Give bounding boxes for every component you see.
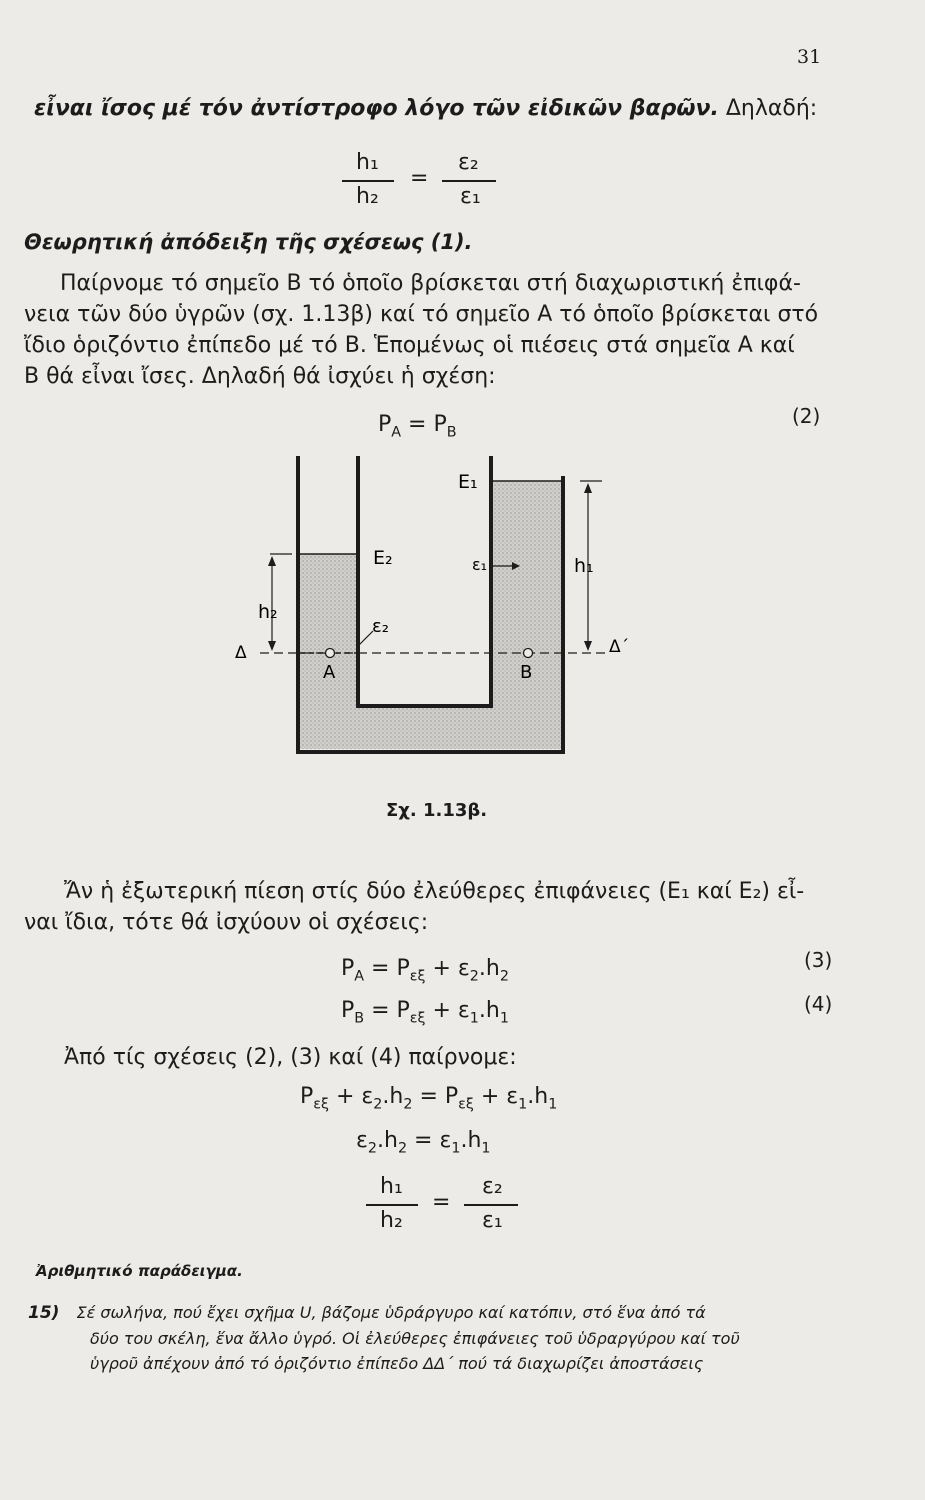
inner-divider — [360, 478, 489, 706]
equation-2-number: (2) — [792, 404, 821, 428]
figure-caption: Σχ. 1.13β. — [386, 800, 488, 821]
label-h1: h₁ — [574, 555, 594, 577]
ratio-bottom-num-left: h₁ — [380, 1174, 403, 1199]
fraction-bar — [366, 1204, 418, 1206]
label-eps1: ε₁ — [472, 555, 488, 574]
label-eps2: ε₂ — [372, 616, 389, 637]
liquid-1-bottom — [360, 706, 489, 749]
label-delta-left: Δ — [235, 643, 247, 663]
intro-italic: εἶναι ἴσος μέ τόν ἀντίστροφο λόγο τῶν εἰδικῶν βαρῶν. — [34, 96, 719, 121]
ratio-bottom-den-left: h₂ — [380, 1208, 403, 1233]
page-number: 31 — [797, 46, 822, 68]
label-h2: h₂ — [258, 601, 278, 623]
equation-4-number: (4) — [804, 992, 833, 1016]
fraction-bar — [342, 180, 394, 182]
label-E1: E₁ — [458, 471, 478, 493]
paragraph-line: ἴδιο ὁριζόντιο ἐπίπεδο μέ τό Β. Ἑπομένως οἱ πιέσεις στά σημεῖα Α καί — [24, 333, 795, 358]
equation-6: $\varepsilon_2.h_2 = \varepsilon_1.h_1$ — [356, 1128, 491, 1157]
equation-3-number: (3) — [804, 948, 833, 972]
ratio-top-num-right: ε₂ — [458, 150, 479, 175]
problem-15 — [28, 1300, 740, 1376]
fraction-bar — [442, 180, 496, 182]
label-delta-right: Δ΄ — [609, 637, 630, 657]
problem-line: Σέ σωλήνα, πού ἔχει σχῆμα U, βάζομε ὑδράργυρο καί κατόπιν, στό ἕνα ἀπό τά — [76, 1303, 706, 1322]
example-title: Ἀριθμητικό παράδειγμα. — [36, 1262, 243, 1280]
paragraph-line: Ἄν ἡ ἐξωτερική πίεση στίς δύο ἐλεύθερες ἐπιφάνειες (E₁ καί E₂) εἶ- — [64, 879, 805, 904]
equation-5: $P_{\varepsilon\xi} + \varepsilon_2.h_2 = P_{\varepsilon\xi} + \varepsilon_1.h_1$ — [300, 1084, 558, 1113]
liquid-1-right-arm — [489, 481, 561, 749]
label-A: A — [323, 662, 336, 683]
paragraph-line: Παίρνομε τό σημεῖο Β τό ὁποῖο βρίσκεται στή διαχωριστική ἐπιφά- — [60, 271, 801, 296]
ratio-top-den-left: h₂ — [356, 184, 379, 209]
ratio-top-den-right: ε₁ — [460, 184, 481, 209]
equals-sign: = — [410, 166, 429, 191]
fraction-bar — [464, 1204, 518, 1206]
label-B: B — [520, 662, 533, 683]
intro-line — [34, 96, 817, 121]
equation-3: $P_A = P_{\varepsilon\xi} + \varepsilon_2.h_2$ — [341, 956, 509, 985]
point-A — [326, 649, 335, 658]
equals-sign: = — [432, 1190, 451, 1215]
equation-2: $P_A = P_B$ — [378, 412, 457, 441]
paragraph-2 — [24, 876, 804, 938]
u-tube-figure — [230, 448, 650, 778]
equation-4: $P_B = P_{\varepsilon\xi} + \varepsilon_1.h_1$ — [341, 998, 509, 1027]
liquid-2-column — [300, 554, 360, 653]
paragraph-line: ναι ἴδια, τότε θά ἰσχύουν οἱ σχέσεις: — [24, 910, 429, 935]
problem-number: 15) — [28, 1303, 60, 1323]
ratio-bottom-num-right: ε₂ — [482, 1174, 503, 1199]
point-B — [524, 649, 533, 658]
label-E2: E₂ — [373, 547, 393, 569]
problem-line: ὑγροῦ ἀπέχουν ἀπό τό ὁριζόντιο ἐπίπεδο ΔΔ΄ πού τά διαχωρίζει ἀποστάσεις — [90, 1354, 704, 1373]
paragraph-1 — [24, 268, 818, 392]
from-relations-text: Ἀπό τίς σχέσεις (2), (3) καί (4) παίρνομε: — [64, 1045, 517, 1070]
paragraph-line: νεια τῶν δύο ὑγρῶν (σχ. 1.13β) καί τό σημεῖο Α τό ὁποῖο βρίσκεται στό — [24, 302, 819, 327]
ratio-bottom-den-right: ε₁ — [482, 1208, 503, 1233]
section-heading: Θεωρητική ἀπόδειξη τῆς σχέσεως (1). — [24, 230, 473, 254]
ratio-top-num-left: h₁ — [356, 150, 379, 175]
intro-plain: Δηλαδή: — [725, 96, 818, 121]
problem-line: δύο του σκέλη, ἕνα ἄλλο ὑγρό. Οἱ ἐλεύθερες ἐπιφάνειες τοῦ ὑδραργύρου καί τοῦ — [90, 1329, 740, 1348]
paragraph-line: Β θά εἶναι ἴσες. Δηλαδή θά ἰσχύει ἡ σχέση: — [24, 364, 496, 389]
